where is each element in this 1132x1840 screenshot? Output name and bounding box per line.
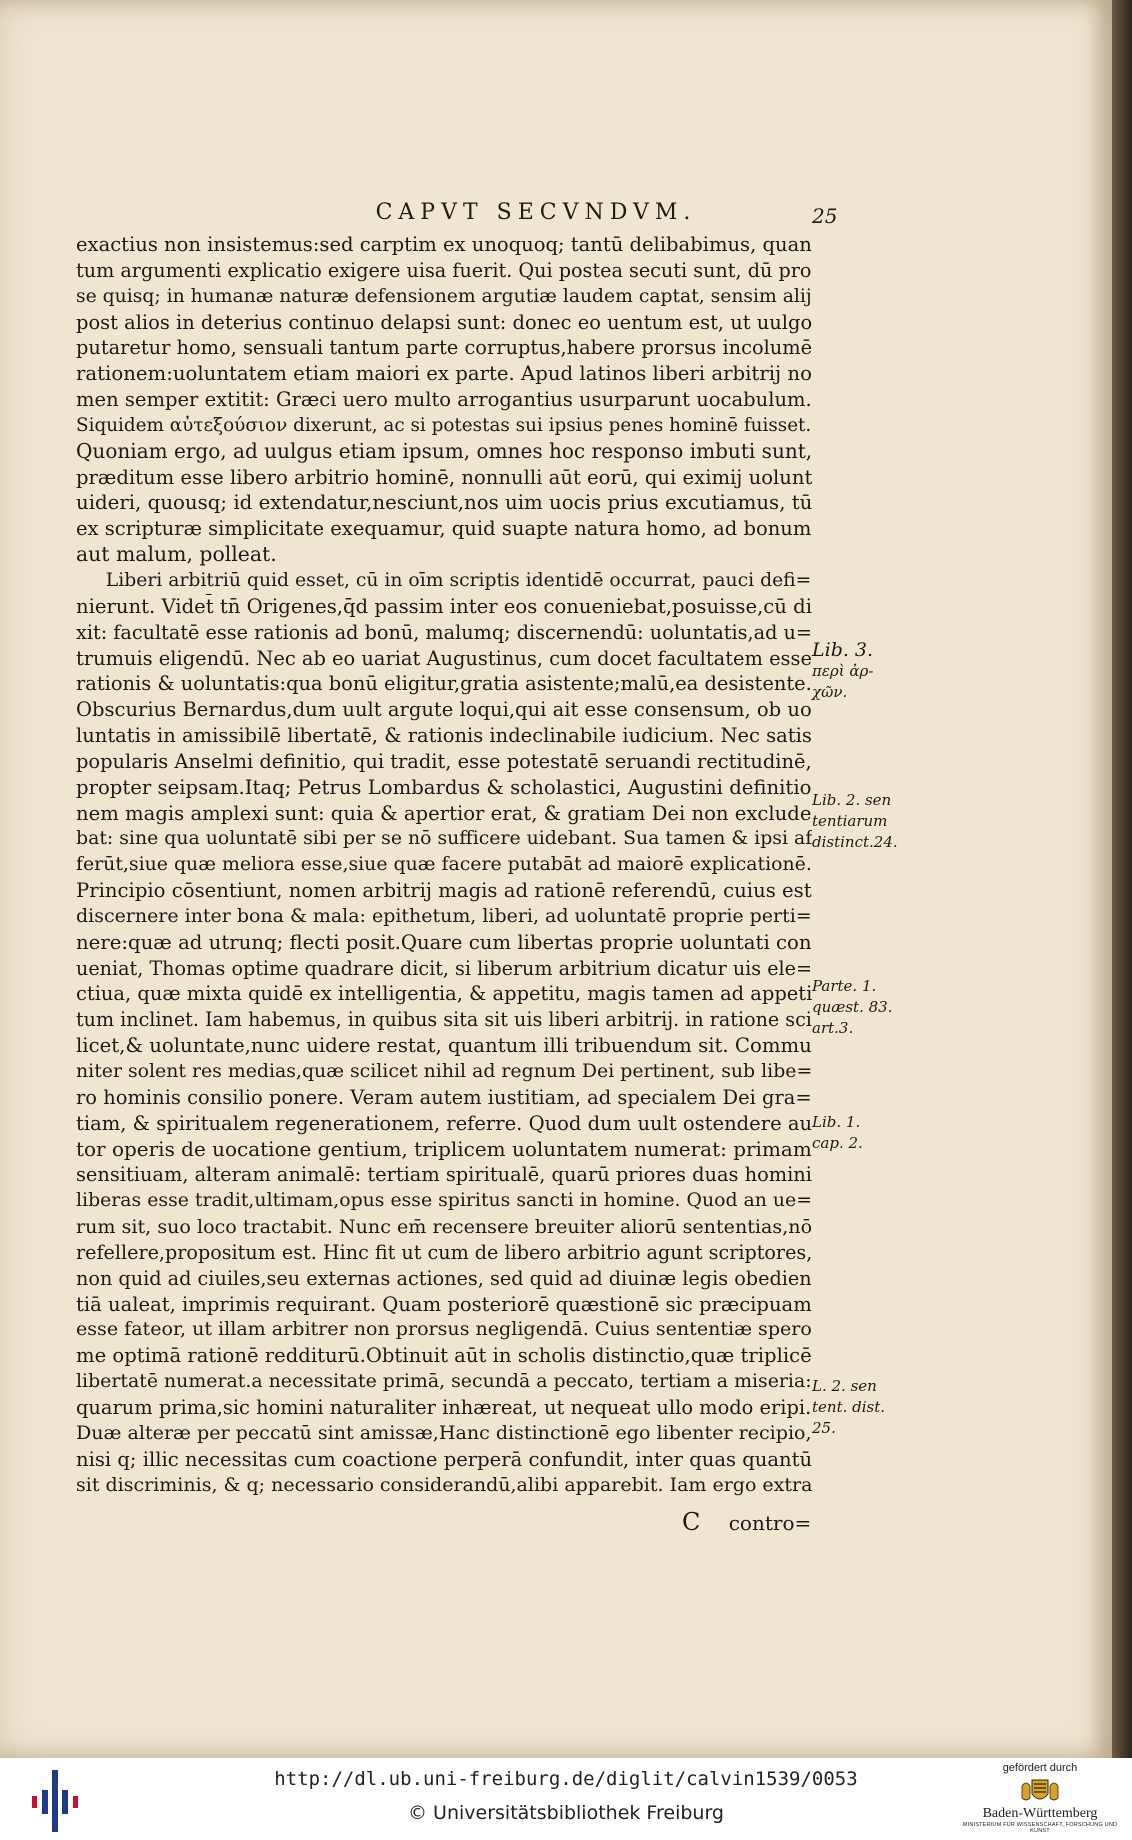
text-line: putaretur homo, sensuali tantum parte corruptus,habere prorsus incolumē [76, 336, 812, 360]
margin-note-line: L. 2. sen [812, 1377, 877, 1395]
margin-note-line: tent. dist. [812, 1398, 886, 1416]
text-line: nisi q; illic necessitas cum coactione perperā confundit, inter quas quantū [76, 1447, 812, 1471]
text-line: ueniat, Thomas optime quadrare dicit, si liberum arbitrium dicatur uis ele= [76, 956, 812, 980]
text-line: nem magis amplexi sunt: quia & apertior erat, & gratiam Dei non exclude [76, 801, 812, 825]
text-line: men semper extitit: Græci uero multo arrogantius usurparunt uocabulum. [76, 388, 812, 412]
margin-note-line: 25. [812, 1419, 836, 1437]
text-line: tiam, & spiritualem regenerationem, referre. Quod dum uult ostendere au [76, 1111, 812, 1135]
margin-note-line: cap. 2. [812, 1134, 863, 1152]
margin-note [812, 976, 892, 1039]
signature-mark: C [682, 1508, 701, 1536]
margin-note-line: χῶν. [812, 683, 848, 701]
sponsor-block [960, 1762, 1120, 1834]
margin-note-line: Lib. 1. [812, 1113, 861, 1131]
margin-note [812, 640, 873, 703]
margin-note-line: περὶ ἀρ- [812, 662, 874, 680]
running-head [0, 200, 1112, 225]
text-line: Siquidem αὐτεξούσιον dixerunt, ac si potestas sui ipsius penes hominē fuisset. [76, 414, 812, 436]
text-line: niter solent res medias,quæ scilicet nihil ad regnum Dei pertinent, sub libe= [76, 1060, 812, 1082]
text-line: tor operis de uocatione gentium, triplicem uoluntatem numerat: primam [76, 1136, 812, 1161]
text-line: tum argumenti explicatio exigere uisa fuerit. Qui postea secuti sunt, dū pro [76, 258, 812, 282]
text-line: se quisq; in humanæ naturæ defensionem argutiæ laudem captat, sensim alij [76, 285, 812, 307]
text-line: discernere inter bona & mala: epithetum, liberi, ad uoluntatē proprie perti= [76, 904, 812, 927]
margin-note [812, 790, 898, 853]
text-line: Liberi arbitriū quid esset, cū in oīm scriptis identidē occurrat, pauci defi= [76, 569, 812, 591]
text-line: exactius non insistemus:sed carptim ex unoquoq; tantū delibabimus, quan [76, 233, 812, 256]
folio-number: 25 [812, 204, 838, 228]
text-line: rationem:uoluntatem etiam maiori ex parte. Apud latinos liberi arbitrij no [76, 362, 812, 386]
margin-note-line: art.3. [812, 1019, 854, 1037]
text-line: sit discriminis, & q; necessario considerandū,alibi apparebit. Iam ergo extra [76, 1473, 812, 1496]
text-line: refellere,propositum est. Hinc fit ut cum de libero arbitrio agunt scriptores, [76, 1240, 812, 1264]
text-line: aut malum, polleat. [76, 542, 277, 567]
margin-note-line: Lib. 3. [812, 639, 874, 661]
text-line: me optimā rationē redditurū.Obtinuit aūt in scholis distinctio,quæ triplicē [76, 1344, 812, 1368]
text-line: post alios in deterius continuo delapsi sunt: donec eo uentum est, ut uulgo [76, 310, 812, 334]
text-line: Duæ alteræ per peccatū sint amissæ,Hanc distinctionē ego libenter recipio, [76, 1421, 812, 1444]
text-line: Quoniam ergo, ad uulgus etiam ipsum, omnes hoc responso imbuti sunt, [76, 438, 812, 463]
text-line: libertatē numerat.a necessitate primā, secundā a peccato, tertiam a miseria: [76, 1370, 812, 1393]
text-line: ro hominis consilio ponere. Veram autem iustitiam, ad specialem Dei gra= [76, 1085, 812, 1109]
text-line: luntatis in amissibilē libertatē, & rationis indeclinabile iudicium. Nec satis [76, 724, 812, 748]
text-line: non quid ad ciuiles,seu externas actiones, sed quid ad diuinæ legis obedien [76, 1266, 812, 1290]
sponsor-state: Baden-Württemberg [982, 1806, 1098, 1821]
text-line: Principio cōsentiunt, nomen arbitrij magis ad rationē referendū, cuius est [76, 879, 812, 903]
main-text-block [76, 232, 812, 1498]
text-line: ferūt,siue quæ meliora esse,siue quæ facere putabāt ad maiorē explicationē. [76, 853, 812, 876]
text-line: tum inclinet. Iam habemus, in quibus sita sit uis liberi arbitrij. in ratione sci [76, 1008, 812, 1032]
sponsor-ministry: MINISTERIUM FÜR WISSENSCHAFT, FORSCHUNG UND KUNST [962, 1822, 1118, 1834]
permalink-url[interactable]: http://dl.ub.uni-freiburg.de/diglit/calvin1539/0053 [274, 1768, 858, 1790]
catchword-line [682, 1508, 811, 1536]
margin-note-line: quæst. 83. [812, 998, 893, 1016]
copyright-notice: © Universitätsbibliothek Freiburg [408, 1802, 724, 1824]
text-line: liberas esse tradit,ultimam,opus esse spiritus sancti in homine. Quod an ue= [76, 1189, 812, 1212]
margin-note [812, 1112, 863, 1154]
text-line: sensitiuam, alteram animalē: tertiam spiritualē, quarū priores duas homini [76, 1163, 812, 1187]
text-line: rum sit, suo loco tractabit. Nunc em̄ recensere breuiter aliorū sententias,nō [76, 1215, 812, 1239]
page-edge-shadow [1112, 0, 1132, 1758]
text-line: nere:quæ ad utrunq; flecti posit.Quare cum libertas proprie uoluntati con [76, 930, 812, 954]
footer-bar [0, 1758, 1132, 1840]
running-head-title: CAPVT SECVNDVM. [375, 200, 697, 225]
text-line: esse fateor, ut illam arbitrer non prorsus negligendā. Cuius sententiæ spero [76, 1318, 812, 1341]
text-line: nierunt. Videt̄ tn̄ Origenes,q̄d passim inter eos conueniebat,posuisse,cū di [76, 594, 812, 618]
margin-note [812, 1376, 885, 1439]
text-line: ex scripturæ simplicitate exequamur, quid suapte natura homo, ad bonum [76, 517, 812, 541]
catchword: contro= [728, 1511, 812, 1535]
margin-note-line: Parte. 1. [812, 977, 877, 995]
text-line: bat: sine qua uoluntatē sibi per se nō sufficere uidebant. Sua tamen & ipsi af [76, 827, 812, 850]
text-line: Obscurius Bernardus,dum uult argute loqui,qui ait esse consensum, ob uo [76, 698, 812, 722]
sponsor-label: gefördert durch [1002, 1762, 1078, 1774]
margin-note-line: distinct.24. [812, 833, 898, 851]
text-line: ctiua, quæ mixta quidē ex intelligentia, & appetitu, magis tamen ad appeti [76, 982, 812, 1006]
text-line: xit: facultatē esse rationis ad bonū, malumq; discernendū: uoluntatis,ad u= [76, 620, 812, 644]
margin-note-line: tentiarum [812, 812, 888, 830]
text-line: licet,& uoluntate,nunc uidere restat, quantum illi tribuendum sit. Commu [76, 1034, 812, 1058]
state-crest-icon [1018, 1776, 1062, 1806]
text-line: uideri, quousq; id extendatur,nesciunt,nos uim uocis prius excutiamus, tū [76, 491, 812, 515]
margin-note-line: Lib. 2. sen [812, 791, 892, 809]
text-line: tiā ualeat, imprimis requirant. Quam posteriorē quæstionē sic præcipuam [76, 1292, 812, 1316]
text-line: popularis Anselmi definitio, qui tradit, esse potestatē seruandi rectitudinē, [76, 749, 812, 773]
text-line: quarum prima,sic homini naturaliter inhæreat, ut nequeat ullo modo eripi. [76, 1395, 812, 1419]
text-line: trumuis eligendū. Nec ab eo uariat Augustinus, cum docet facultatem esse [76, 646, 812, 670]
text-line: propter seipsam.Itaq; Petrus Lombardus & scholastici, Augustini definitio [76, 775, 812, 799]
text-line: præditum esse libero arbitrio hominē, nonnulli aūt eorū, qui eximij uolunt [76, 465, 812, 489]
text-line: rationis & uoluntatis:qua bonū eligitur,gratia asistente;malū,ea desistente. [76, 672, 812, 696]
